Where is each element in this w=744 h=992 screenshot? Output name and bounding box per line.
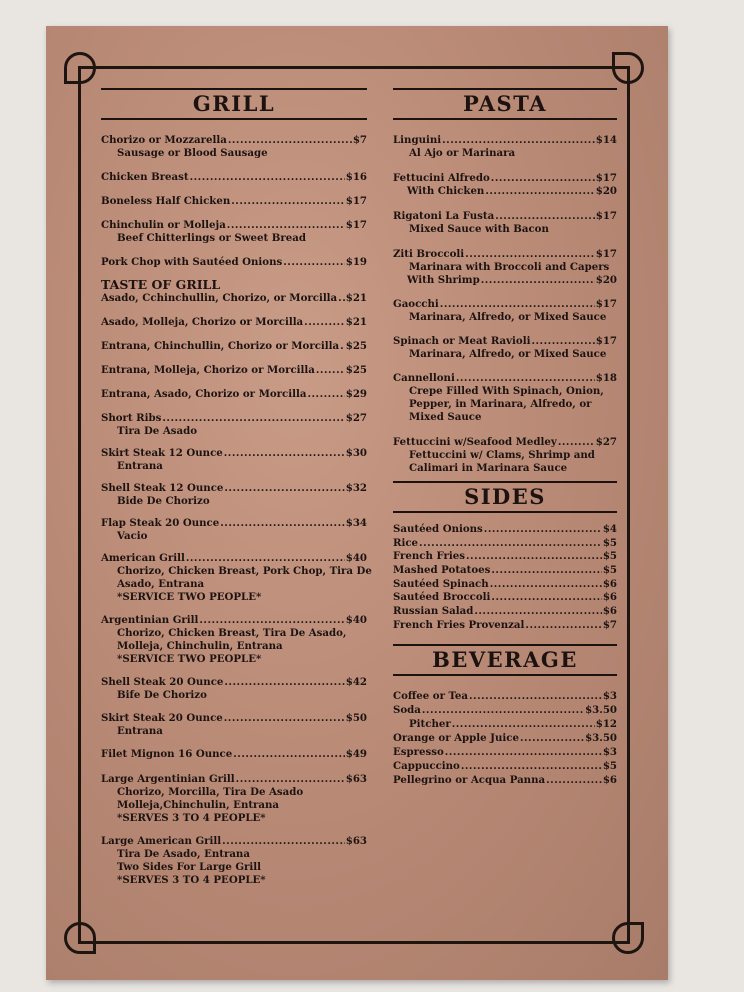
item-name: Chinchulin or Molleja [101,219,226,231]
menu-item-row [393,732,617,745]
menu-item-row [393,550,617,563]
dot-leader [445,746,602,759]
dot-leader [283,256,345,269]
item-price: $17 [595,298,617,310]
menu-item-row [101,171,367,184]
menu-item [393,372,617,424]
dot-leader [224,712,345,725]
item-description: Asado, Entrana [117,578,205,590]
item-price: $20 [595,185,617,197]
item-price: $25 [345,364,367,376]
sides-header [393,481,617,513]
item-name: Rice [393,536,419,549]
menu-item-row [393,185,617,198]
item-description: Sausage or Blood Sausage [117,147,268,159]
dot-leader [224,447,345,460]
item-description: Al Ajo or Marinara [409,147,516,159]
item-name: Cannelloni [393,372,455,384]
item-price: $17 [345,219,367,231]
item-price: $6 [602,605,617,618]
item-description: Pepper, in Marinara, Alfredo, or [409,398,592,410]
menu-item [101,748,367,761]
menu-item [101,388,367,401]
item-description: Mixed Sauce with Bacon [409,223,549,235]
item-description: Bide De Chorizo [117,495,210,507]
item-description: Marinara, Alfredo, or Mixed Sauce [409,311,607,323]
item-name: Large Argentinian Grill [101,773,235,785]
menu-item [101,773,367,825]
item-name: Gaocchi [393,298,439,310]
item-price: $42 [345,676,367,688]
dot-leader [485,185,594,198]
menu-item-row [393,718,617,731]
item-price: $5 [602,564,617,577]
menu-item [101,552,372,604]
item-name: Large American Grill [101,835,222,847]
item-name: Skirt Steak 12 Ounce [101,447,223,459]
item-price: $20 [595,274,617,286]
menu-item-row [101,364,367,377]
dot-leader [495,210,595,223]
item-description: Two Sides For Large Grill [117,861,262,873]
item-name: Pork Chop with Sautéed Onions [101,256,283,268]
menu-item-row [393,690,617,703]
item-name: Pellegrino or Acqua Panna [393,773,546,786]
grill-title: GRILL [192,91,276,116]
item-name: Shell Steak 20 Ounce [101,676,224,688]
menu-item-row [101,134,367,147]
menu-item [393,248,617,287]
item-price: $12 [595,717,617,730]
menu-item [393,718,617,731]
right-column [393,88,617,788]
corner-ornament [612,52,644,84]
menu-item-row [101,256,367,269]
dot-leader [525,619,601,632]
menu-item [393,704,617,717]
menu-item [393,690,617,703]
menu-item [101,517,367,543]
dot-leader [190,171,345,184]
beverage-items [393,690,617,787]
menu-item [101,292,367,305]
grill-items [101,134,372,887]
menu-item-row [101,195,367,208]
menu-item [101,134,367,160]
item-price: $16 [345,171,367,183]
menu-item [101,316,367,329]
item-price: $4 [602,523,617,535]
item-price: $17 [595,335,617,347]
menu-item [101,195,367,208]
item-description: Beef Chitterlings or Sweet Bread [117,232,306,244]
item-price: $3.50 [585,703,617,716]
item-description: Entrana [117,725,163,737]
dot-leader [228,134,352,147]
dot-leader [220,517,345,530]
pasta-items [393,134,617,475]
item-price: $17 [595,172,617,184]
dot-leader [491,564,601,577]
menu-item [393,732,617,745]
item-price: $17 [345,195,367,207]
item-price: $18 [595,372,617,384]
menu-item-row [393,746,617,759]
item-name: Sautéed Broccoli [393,591,491,604]
item-name: Skirt Steak 20 Ounce [101,712,223,724]
item-name: With Shrimp [407,274,480,286]
item-price: $6 [602,591,617,604]
dot-leader [466,550,602,563]
menu-item [101,364,367,377]
item-description: Chorizo, Morcilla, Tira De Asado [117,786,304,798]
dot-leader [222,835,345,848]
menu-item [101,447,367,473]
menu-item-row [101,340,367,353]
dot-leader [481,274,595,287]
menu-item-row [393,605,617,618]
menu-item-row [393,774,617,787]
item-description: Vacio [117,530,148,542]
menu-item-row [101,482,367,495]
menu-item-row [393,704,617,717]
item-name: Entrana, Chinchullin, Chorizo or Morcilla [101,340,340,352]
item-name: Cappuccino [393,759,460,772]
menu-item [101,340,367,353]
item-name: Spinach or Meat Ravioli [393,335,531,347]
item-price: $49 [345,748,367,760]
dot-leader [162,412,344,425]
item-price: $32 [345,482,367,494]
item-description: Bife De Chorizo [117,689,207,701]
item-price: $27 [345,412,367,424]
item-price: $63 [345,835,367,847]
corner-ornament [64,922,96,954]
dot-leader [440,298,595,311]
menu-item-row [101,676,367,689]
taste-of-grill-heading: TASTE OF GRILL [101,277,221,292]
menu-item [101,412,367,438]
dot-leader [461,760,602,773]
menu-item-row [393,436,617,449]
dot-leader [465,248,595,261]
item-name: Boneless Half Chicken [101,195,231,207]
menu-item [393,605,617,618]
dot-leader [452,718,595,731]
item-price: $21 [345,316,367,328]
item-name: Pitcher [409,717,451,730]
dot-leader [338,292,345,305]
beverage-header [393,644,617,676]
dot-leader [422,704,584,717]
item-price: $27 [595,436,617,448]
dot-leader [231,195,345,208]
item-price: $3 [602,745,617,758]
dot-leader [419,537,602,550]
menu-item-row [101,552,367,565]
menu-item [101,256,367,269]
pasta-header [393,88,617,120]
item-description: *SERVICE TWO PEOPLE* [117,591,262,603]
menu-item [101,219,367,245]
item-price: $25 [345,340,367,352]
dot-leader [558,436,595,449]
item-name: Chorizo or Mozzarella [101,134,227,146]
dot-leader [491,591,601,604]
menu-item-row [393,372,617,385]
dot-leader [491,172,595,185]
item-name: Asado, Molleja, Chorizo or Morcilla [101,316,304,328]
dot-leader [442,134,595,147]
item-name: Linguini [393,134,442,146]
item-name: Entrana, Molleja, Chorizo or Morcilla [101,364,315,376]
item-price: $40 [345,552,367,564]
menu-item [101,712,367,738]
menu-item [393,774,617,787]
dot-leader [456,372,595,385]
menu-item [393,760,617,773]
item-price: $21 [345,292,367,304]
dot-leader [316,364,345,377]
dot-leader [224,676,344,689]
item-description: Marinara with Broccoli and Capers [409,261,610,273]
dot-leader [186,552,345,565]
dot-leader [531,335,594,348]
item-price: $7 [602,618,617,631]
item-price: $19 [345,256,367,268]
menu-item-row [101,292,367,305]
menu-item [393,523,617,536]
menu-item-row [101,517,367,530]
item-name: Asado, Cchinchullin, Chorizo, or Morcilla [101,292,338,304]
pasta-title: PASTA [463,91,547,116]
dot-leader [484,523,602,536]
item-price: $17 [595,210,617,222]
sides-items [393,523,617,632]
menu-item [393,591,617,604]
item-description: *SERVICE TWO PEOPLE* [117,653,262,665]
item-price: $29 [345,388,367,400]
item-name: Fettuccini w/Seafood Medley [393,436,557,448]
item-name: Coffee or Tea [393,689,468,702]
dot-leader [490,578,602,591]
item-name: French Fries [393,550,465,563]
item-price: $63 [345,773,367,785]
grill-column [101,88,372,887]
item-name: Russian Salad [393,605,474,618]
menu-item-row [101,412,367,425]
dot-leader [340,340,345,353]
corner-ornament [64,52,96,84]
menu-item-row [101,614,367,627]
dot-leader [227,219,345,232]
item-price: $5 [602,550,617,563]
menu-item-row [101,835,367,848]
item-description: Tira De Asado, Entrana [117,848,250,860]
item-name: Shell Steak 12 Ounce [101,482,224,494]
item-name: French Fries Provenzal [393,618,525,631]
beverage-title: BEVERAGE [432,646,578,672]
item-name: Entrana, Asado, Chorizo or Morcilla [101,388,307,400]
dot-leader [307,388,344,401]
item-name: Mashed Potatoes [393,564,491,577]
item-description: Tira De Asado [117,425,197,437]
menu-item-row [393,591,617,604]
item-name: Orange or Apple Juice [393,731,519,744]
menu-item [393,550,617,563]
item-description: Molleja,Chinchulin, Entrana [117,799,280,811]
item-price: $7 [352,134,367,146]
dot-leader [236,773,345,786]
item-description: Entrana [117,460,163,472]
item-price: $5 [602,536,617,549]
item-description: Marinara, Alfredo, or Mixed Sauce [409,348,607,360]
menu-item-row [101,388,367,401]
dot-leader [474,605,601,618]
grill-header [101,88,367,120]
item-description: Chorizo, Chicken Breast, Tira De Asado, [117,627,347,639]
dot-leader [304,316,345,329]
menu-item-row [393,335,617,348]
item-name: Flap Steak 20 Ounce [101,517,220,529]
menu-item-row [101,712,367,725]
menu-item [101,171,367,184]
menu-item-row [393,134,617,147]
sides-title: SIDES [464,484,546,509]
menu-item-row [393,298,617,311]
menu-item-row [393,578,617,591]
corner-ornament [612,922,644,954]
item-description: *SERVES 3 TO 4 PEOPLE* [117,812,266,824]
item-price: $50 [345,712,367,724]
item-name: American Grill [101,552,185,564]
dot-leader [233,748,345,761]
menu-item [393,746,617,759]
item-name: Fettucini Alfredo [393,172,490,184]
item-price: $3 [602,689,617,702]
dot-leader [469,690,602,703]
item-price: $6 [602,577,617,590]
menu-item-row [101,748,367,761]
dot-leader [199,614,344,627]
item-price: $5 [602,759,617,772]
menu-item-row [393,619,617,632]
menu-item-row [393,248,617,261]
menu-item-row [393,274,617,287]
menu-item [393,134,617,160]
item-description: Mixed Sauce [409,411,482,423]
item-name: Argentinian Grill [101,614,199,626]
menu-item [101,482,367,508]
item-name: Espresso [393,745,444,758]
dot-leader [546,774,602,787]
menu-item [393,537,617,550]
menu-item-row [393,760,617,773]
item-description: Molleja, Chinchulin, Entrana [117,640,283,652]
menu-item-row [101,773,367,786]
menu-item [101,835,367,887]
menu-item-row [101,316,367,329]
item-name: Sautéed Onions [393,523,483,535]
menu-item [101,614,367,666]
dot-leader [520,732,584,745]
item-description: *SERVES 3 TO 4 PEOPLE* [117,874,266,886]
item-description: Chorizo, Chicken Breast, Pork Chop, Tira De [117,565,372,577]
item-price: $17 [595,248,617,260]
menu-item [393,436,617,475]
menu-item-row [393,523,617,536]
menu-item [393,578,617,591]
item-price: $40 [345,614,367,626]
menu-item-row [393,172,617,185]
item-price: $3.50 [585,731,617,744]
menu-item [393,619,617,632]
dot-leader [224,482,344,495]
item-price: $30 [345,447,367,459]
item-name: Short Ribs [101,412,162,424]
menu-item-row [101,219,367,232]
item-description: Fettuccini w/ Clams, Shrimp and [409,449,595,461]
menu-item-row [101,447,367,460]
item-price: $14 [595,134,617,146]
item-name: Ziti Broccoli [393,248,465,260]
menu-item [101,676,367,702]
menu-item [393,172,617,198]
item-description: Calimari in Marinara Sauce [409,462,568,474]
item-price: $34 [345,517,367,529]
item-name: Filet Mignon 16 Ounce [101,748,233,760]
menu-item [393,298,617,324]
item-description: Crepe Filled With Spinach, Onion, [409,385,604,397]
menu-item [393,564,617,577]
item-name: Soda [393,703,421,716]
item-name: With Chicken [407,185,485,197]
item-name: Sautéed Spinach [393,577,489,590]
menu-item-row [393,537,617,550]
menu-item [393,335,617,361]
item-name: Rigatoni La Fusta [393,210,495,222]
menu-item-row [393,564,617,577]
menu-item-row [393,210,617,223]
item-name: Chicken Breast [101,171,189,183]
item-price: $6 [602,773,617,786]
menu-item [393,210,617,236]
